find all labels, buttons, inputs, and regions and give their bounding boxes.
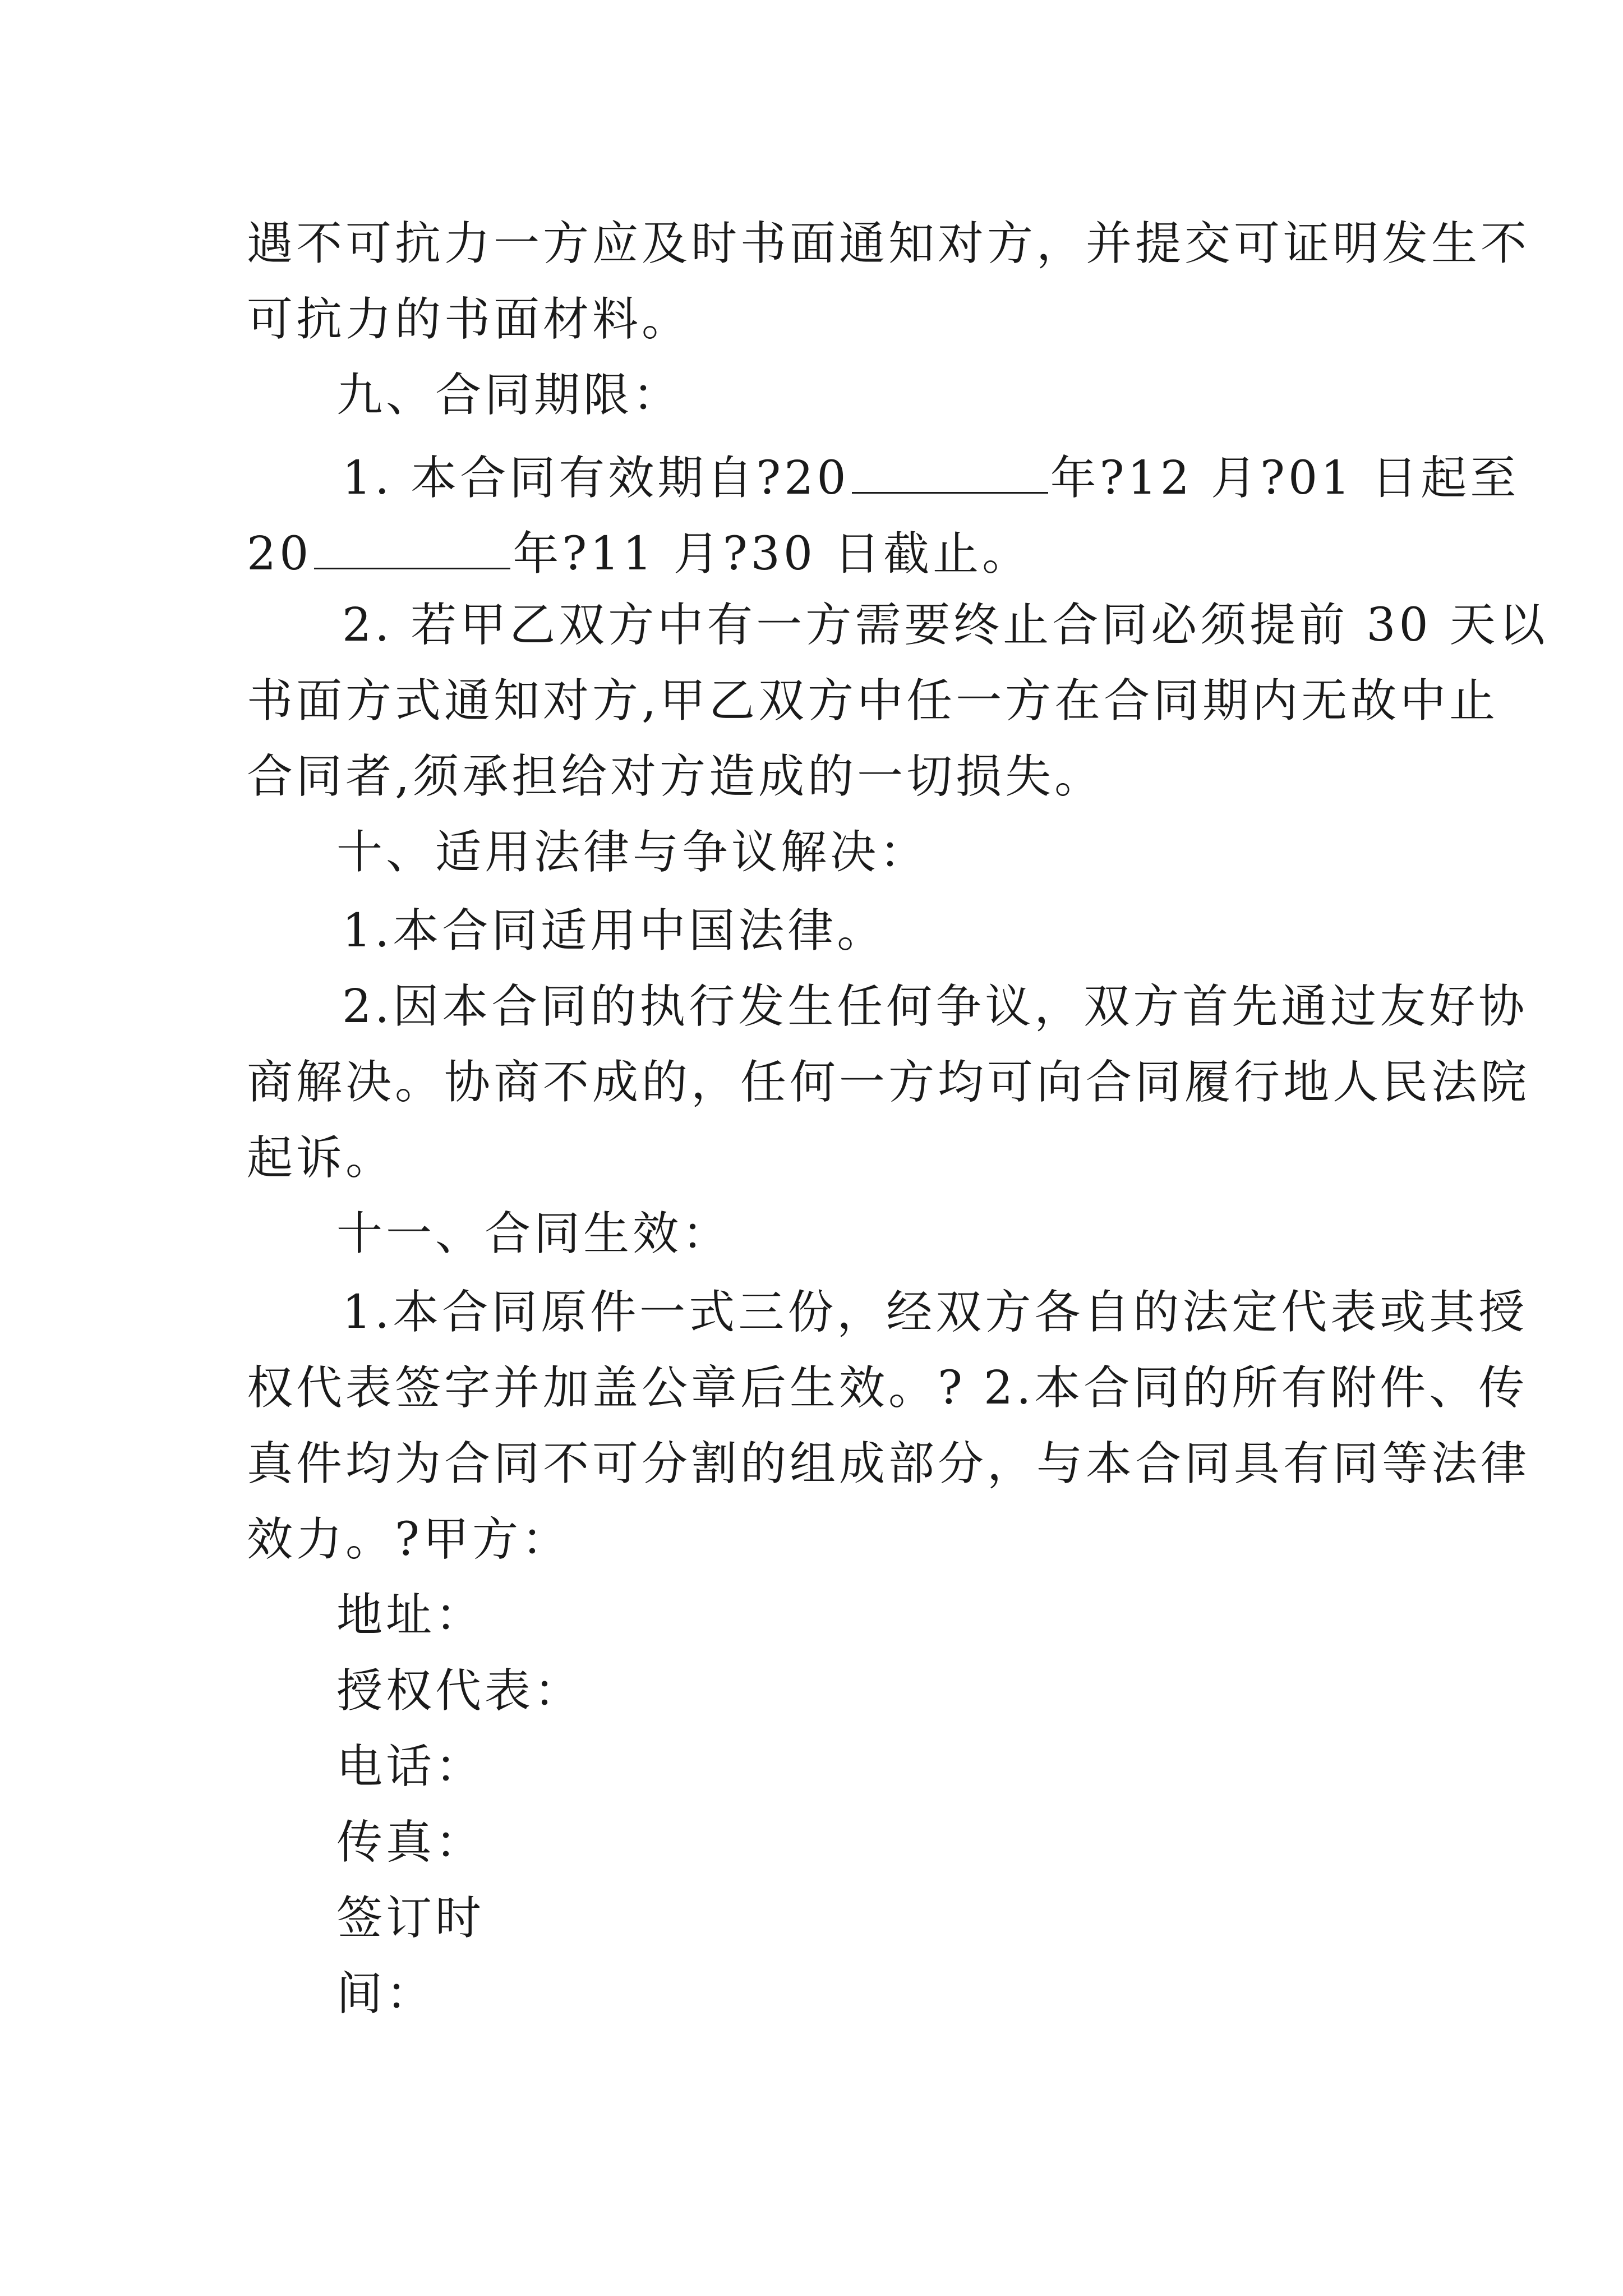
paragraph-line: 效力。?甲方： [247, 1513, 571, 1566]
section-heading-10: 十、适用法律与争议解决： [336, 826, 929, 879]
paragraph-line: 权代表签字并加盖公章后生效。? 2.本合同的所有附件、传 [247, 1361, 1528, 1415]
signature-date-label-cont: 间： [336, 1967, 436, 2021]
signature-address-label: 地址： [336, 1589, 485, 1642]
paragraph-line: 可抗力的书面材料。 [247, 293, 691, 346]
paragraph-line: 真件均为合同不可分割的组成部分，与本合同具有同等法律 [247, 1437, 1530, 1490]
term-end-prefix: 20 [247, 527, 312, 581]
term-start-prefix: 1. 本合同有效期自?20 [342, 452, 850, 505]
term-date-line [247, 522, 1385, 581]
paragraph-line: 商解决。协商不成的，任何一方均可向合同履行地人民法院 [247, 1056, 1530, 1109]
term-date-line [342, 446, 1520, 505]
paragraph-line: 起诉。 [247, 1131, 395, 1185]
paragraph-line: 合同者,须承担给对方造成的一切损失。 [247, 750, 1104, 803]
signature-fax-label: 传真： [336, 1816, 485, 1869]
section-heading-11: 十一、合同生效： [336, 1207, 732, 1260]
term-end-suffix: 年?11 月?30 日截止。 [513, 527, 1032, 581]
paragraph-line: 遇不可抗力一方应及时书面通知对方，并提交可证明发生不 [247, 217, 1530, 270]
paragraph-line: 1.本合同适用中国法律。 [342, 904, 887, 958]
signature-phone-label: 电话： [336, 1740, 485, 1793]
section-heading-9: 九、合同期限： [336, 369, 683, 422]
paragraph-line: 书面方式通知对方,甲乙双方中任一方在合同期内无故中止 [247, 674, 1499, 728]
paragraph-line: 2.因本合同的执行发生任何争议，双方首先通过友好协 [342, 980, 1528, 1033]
signature-date-label: 签订时 [336, 1892, 485, 1945]
paragraph-line: 1.本合同原件一式三份，经双方各自的法定代表或其授 [342, 1286, 1528, 1339]
signature-representative-label: 授权代表： [336, 1664, 584, 1718]
year-blank [314, 522, 510, 569]
year-blank [852, 446, 1048, 494]
term-start-suffix: 年?12 月?01 日起至 [1050, 452, 1520, 505]
paragraph-line: 2. 若甲乙双方中有一方需要终止合同必须提前 30 天以 [342, 599, 1548, 652]
